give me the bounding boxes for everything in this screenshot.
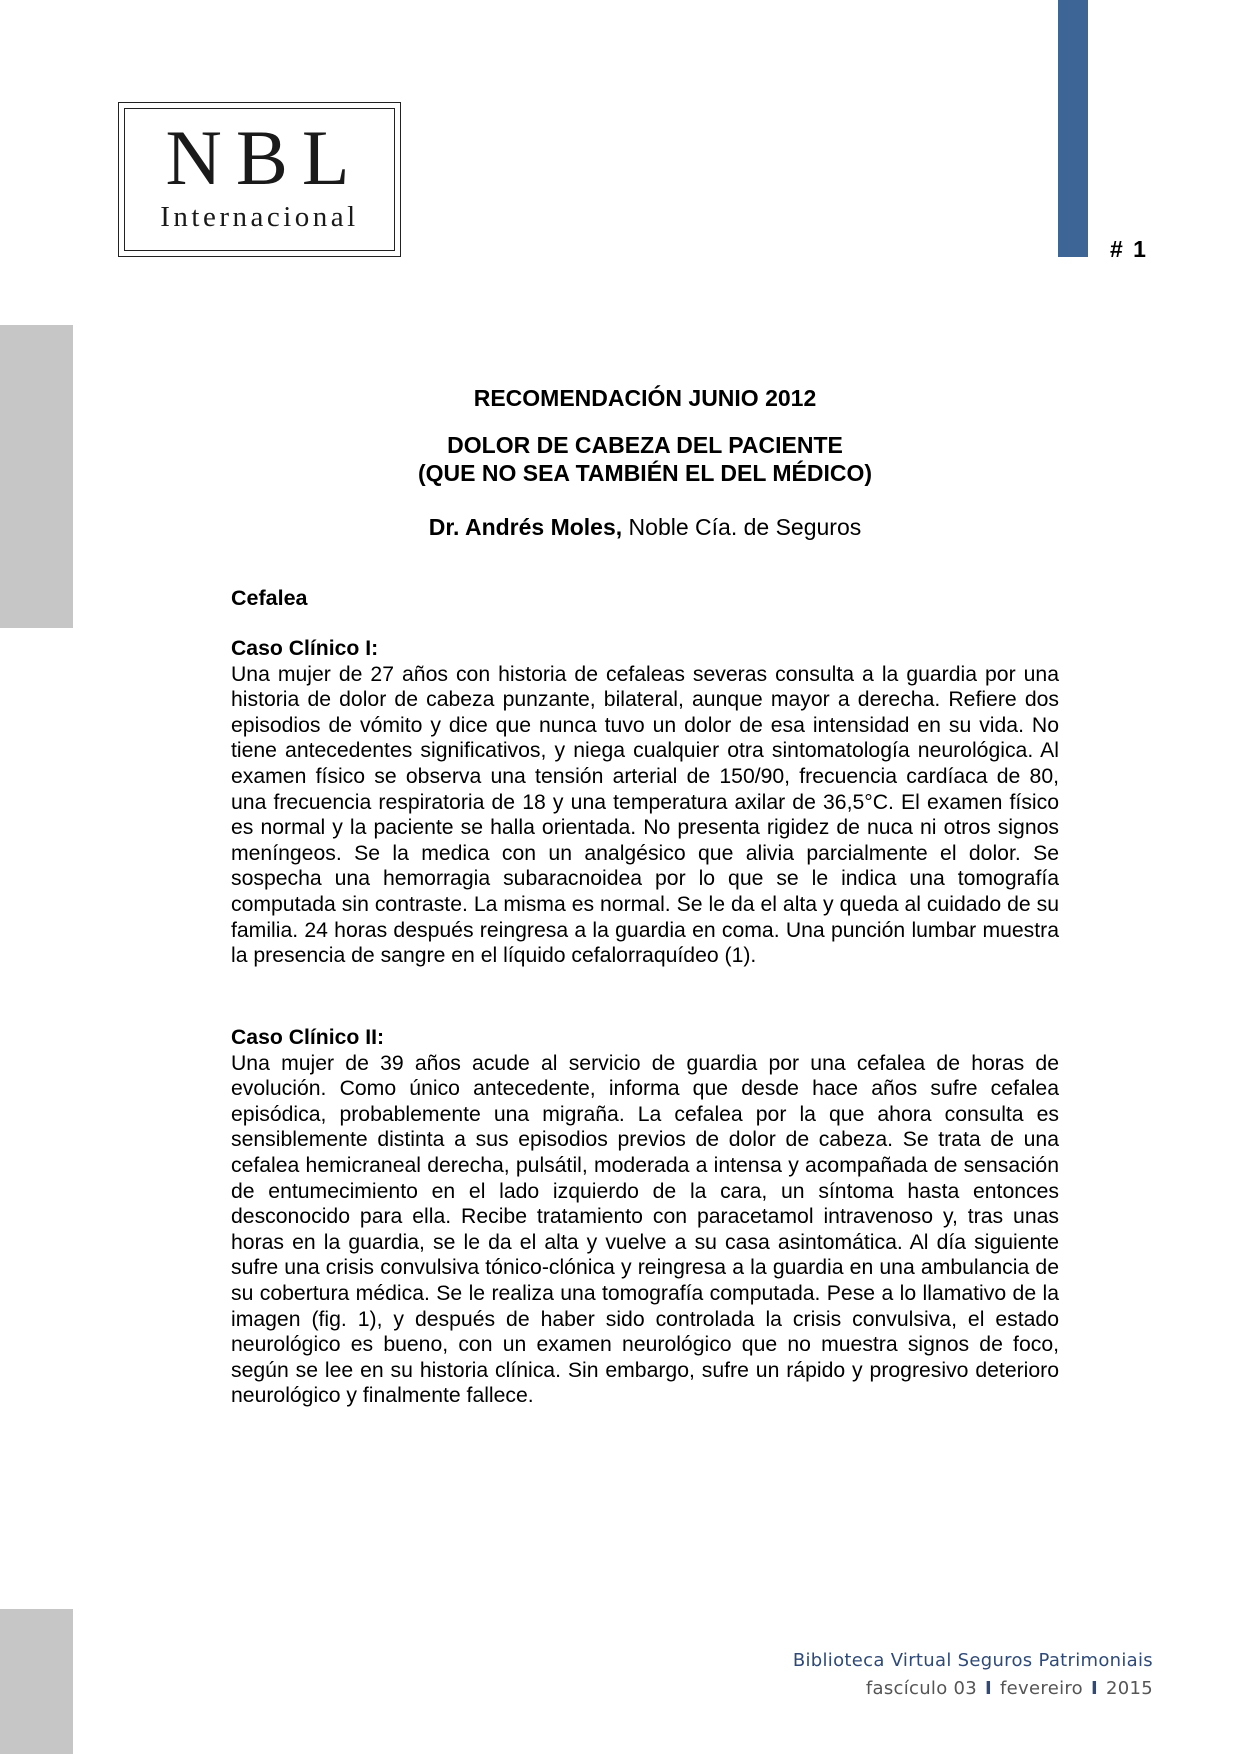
footer-month: fevereiro: [1000, 1678, 1083, 1699]
footer-separator: I: [1090, 1678, 1098, 1699]
section-label: Cefalea: [231, 586, 308, 610]
nbl-logo: [118, 102, 401, 257]
author-name: Dr. Andrés Moles,: [428, 514, 623, 540]
case-2-text: Una mujer de 39 años acude al servicio de guardia por una cefalea de horas de evolución. Como único antecedente, informa que desde hace años sufre cefalea episódica, probablemente una migraña. La cefalea por la que ahora consulta es sensiblemente distinta a sus episodios previos de dolor de cabeza. Se trata de una cefalea hemicraneal derecha, pulsátil, moderada a intensa y acompañada de sensación de entumecimiento en el lado izquierdo de la cara, un síntoma hasta entonces desconocido para ella. Recibe tratamiento con paracetamol intravenoso y, tras unas horas en la guardia, se le da el alta y vuelve a su casa asintomática. Al día siguiente sufre una crisis convulsiva tónico-clónica y reingresa a la guardia en una ambulancia de su cobertura médica. Se le realiza una tomografía computada. Pese a lo llamativo de la imagen (fig. 1), y después de haber sido controlada la crisis convulsiva, el estado neurológico es bueno, con un examen neurológico que no muestra signos de foco, según se lee en su historia clínica. Sin embargo, sufre un rápido y progresivo deterioro neurológico y finalmente fallece.: [231, 1051, 1059, 1408]
footer-issue-line: [866, 1678, 1153, 1699]
footer-publication: Biblioteca Virtual Seguros Patrimoniais: [792, 1650, 1153, 1671]
subtitle-line-1: DOLOR DE CABEZA DEL PACIENTE: [447, 432, 843, 458]
document-title: RECOMENDACIÓN JUNIO 2012: [473, 385, 817, 411]
author-org: Noble Cía. de Seguros: [622, 514, 862, 540]
footer-year: 2015: [1105, 1678, 1153, 1699]
subtitle-line-2: (QUE NO SEA TAMBIÉN EL DEL MÉDICO): [417, 460, 873, 486]
logo-subtitle: Internacional: [160, 201, 359, 233]
page-number: # 1: [1110, 236, 1148, 262]
footer-separator: I: [985, 1678, 993, 1699]
case-2-title: Caso Clínico II:: [231, 1026, 385, 1049]
logo-mark: NBL: [165, 114, 364, 201]
case-2: [231, 1025, 1059, 1409]
footer-issue: fascículo 03: [865, 1678, 978, 1699]
side-decor-bar-top: [0, 325, 73, 628]
top-accent-bar: [1058, 0, 1088, 257]
case-1-text: Una mujer de 27 años con historia de cefaleas severas consulta a la guardia por una historia de dolor de cabeza punzante, bilateral, aunque mayor a derecha. Refiere dos episodios de vómito y dice que nunca tuvo un dolor de esa intensidad en su vida. No tiene antecedentes significativos, y niega cualquier otra sintomatología neurológica. Al examen físico se observa una tensión arterial de 150/90, frecuencia cardíaca de 80, una frecuencia respiratoria de 18 y una temperatura axilar de 36,5°C. El examen físico es normal y la paciente se halla orientada. No presenta rigidez de nuca ni otros signos meníngeos. Se la medica con un analgésico que alivia parcialmente el dolor. Se sospecha una hemorragia subaracnoidea por lo que se le indica una tomografía computada sin contraste. La misma es normal. Se le da el alta y queda al cuidado de su familia. 24 horas después reingresa a la guardia en coma. Una punción lumbar muestra la presencia de sangre en el líquido cefalorraquídeo (1).: [231, 662, 1059, 968]
side-decor-bar-bottom: [0, 1609, 73, 1754]
case-1: [231, 636, 1059, 969]
author-line: [230, 514, 1060, 541]
document-subtitle: [230, 431, 1060, 487]
case-1-title: Caso Clínico I:: [231, 637, 379, 660]
